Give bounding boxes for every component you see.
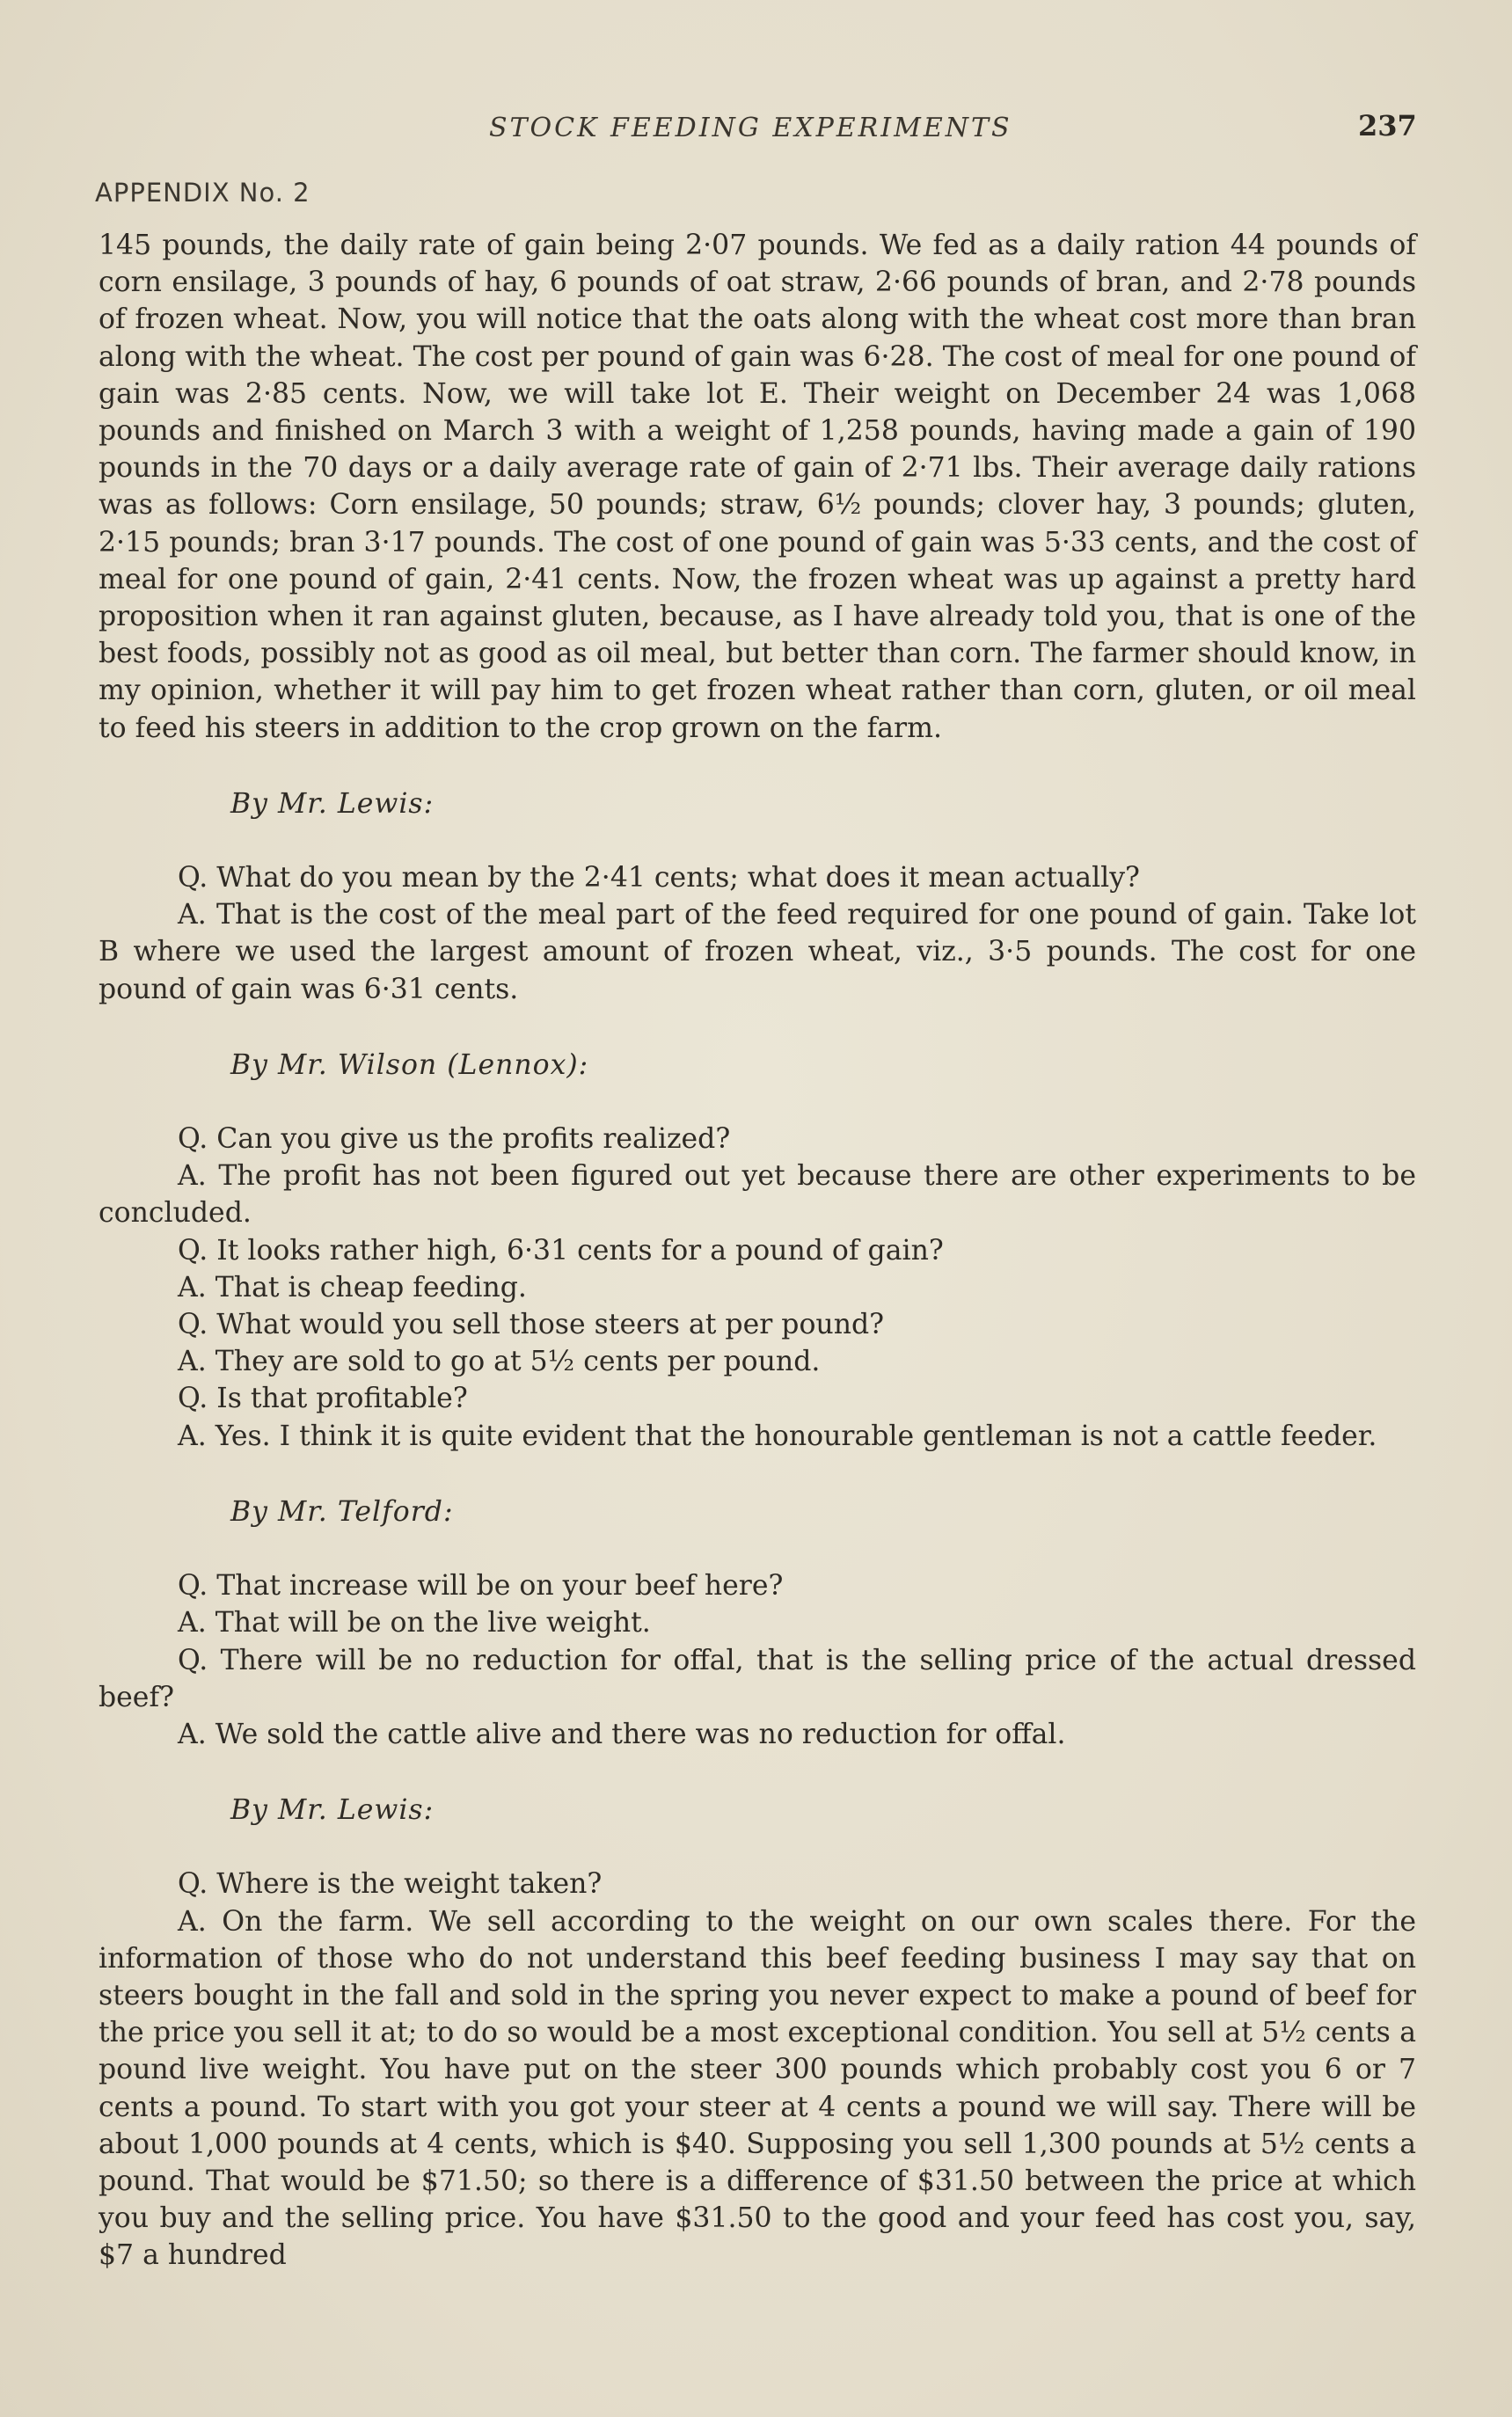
question: Q. Where is the weight taken? [178,1868,603,1901]
speaker-heading: By Mr. Lewis: [230,1794,435,1827]
question: Q. It looks rather high, 6·31 cents for a pound of gain? [178,1234,944,1267]
answer: A. They are sold to go at 5½ cents per pound. [178,1346,821,1378]
answer: A. That will be on the live weight. [178,1607,651,1639]
appendix-label: APPENDIX No. 2 [95,178,310,208]
answer: A. That is cheap feeding. [178,1271,527,1303]
answer: A. We sold the cattle alive and there was no reduction for offal. [178,1718,1066,1750]
question: Q. Is that profitable? [178,1383,468,1415]
page-number: 237 [1358,109,1417,142]
question: Q. What do you mean by the 2·41 cents; what does it mean actually? [178,862,1140,895]
running-head: STOCK FEEDING EXPERIMENTS [489,113,1012,143]
speaker-heading: By Mr. Wilson (Lennox): [230,1048,589,1081]
answer: A. On the farm. We sell according to the weight on our own scales there. For the information of those who do not understand this beef feeding business I may say that on steers bought in the fall and sold in the spring you never expect to make a pound of beef for the price you sell it at; to do so would be a most exceptional condition. You sell at 5½ cents a pound live weight. You have put on the steer 300 pounds which probably cost you 6 or 7 cents a pound. To start with you got your steer at 4 cents a pound we will say. There will be about 1,000 pounds at 4 cents, which is $40. Supposing you sell 1,300 pounds at 5½ cents a pound. That would be $71.50; so there is a difference of $31.50 between the price at which you buy and the selling price. You have $31.50 to the good and your feed has cost you, say, $7 a hundred [99,1905,1416,2272]
question: Q. There will be no reduction for offal, that is the selling price of the actual dressed beef? [99,1644,1416,1713]
question: Q. Can you give us the profits realized? [178,1123,731,1156]
speaker-heading: By Mr. Telford: [230,1495,454,1528]
question: Q. That increase will be on your beef here? [178,1570,784,1603]
answer: A. That is the cost of the meal part of the feed required for one pound of gain. Take lot B where we used the largest amount of frozen wheat, viz., 3·5 pounds. The cost for one pound of gain was 6·31 cents. [99,899,1416,1005]
answer: A. Yes. I think it is quite evident that the honourable gentleman is not a cattle feeder. [178,1420,1377,1452]
speaker-heading: By Mr. Lewis: [230,787,435,820]
paragraph: 145 pounds, the daily rate of gain being 2·07 pounds. We fed as a daily ration 44 pounds of corn ensilage, 3 pounds of hay, 6 pounds of oat straw, 2·66 pounds of bran, and 2·78 pounds of frozen wheat. Now, you will notice that the oats along with the wheat cost more than bran along with the wheat. The cost per pound of gain was 6·28. The cost of meal for one pound of gain was 2·85 cents. Now, we will take lot E. Their weight on December 24 was 1,068 pounds and finished on March 3 with a weight of 1,258 pounds, having made a gain of 190 pounds in the 70 days or a daily average rate of gain of 2·71 lbs. Their average daily rations was as follows: Corn ensilage, 50 pounds; straw, 6½ pounds; clover hay, 3 pounds; gluten, 2·15 pounds; bran 3·17 pounds. The cost of one pound of gain was 5·33 cents, and the cost of meal for one pound of gain, 2·41 cents. Now, the frozen wheat was up against a pretty hard proposition when it ran against gluten, because, as I have already told you, that is one of the best foods, possibly not as good as oil meal, but better than corn. The farmer should know, in my opinion, whether it will pay him to get frozen wheat rather than corn, gluten, or oil meal to feed his steers in addition to the crop grown on the farm. [99,230,1416,744]
body-text [99,227,1416,2275]
answer: A. The profit has not been figured out yet because there are other experiments to be concluded. [99,1160,1416,1230]
question: Q. What would you sell those steers at per pound? [178,1309,885,1341]
